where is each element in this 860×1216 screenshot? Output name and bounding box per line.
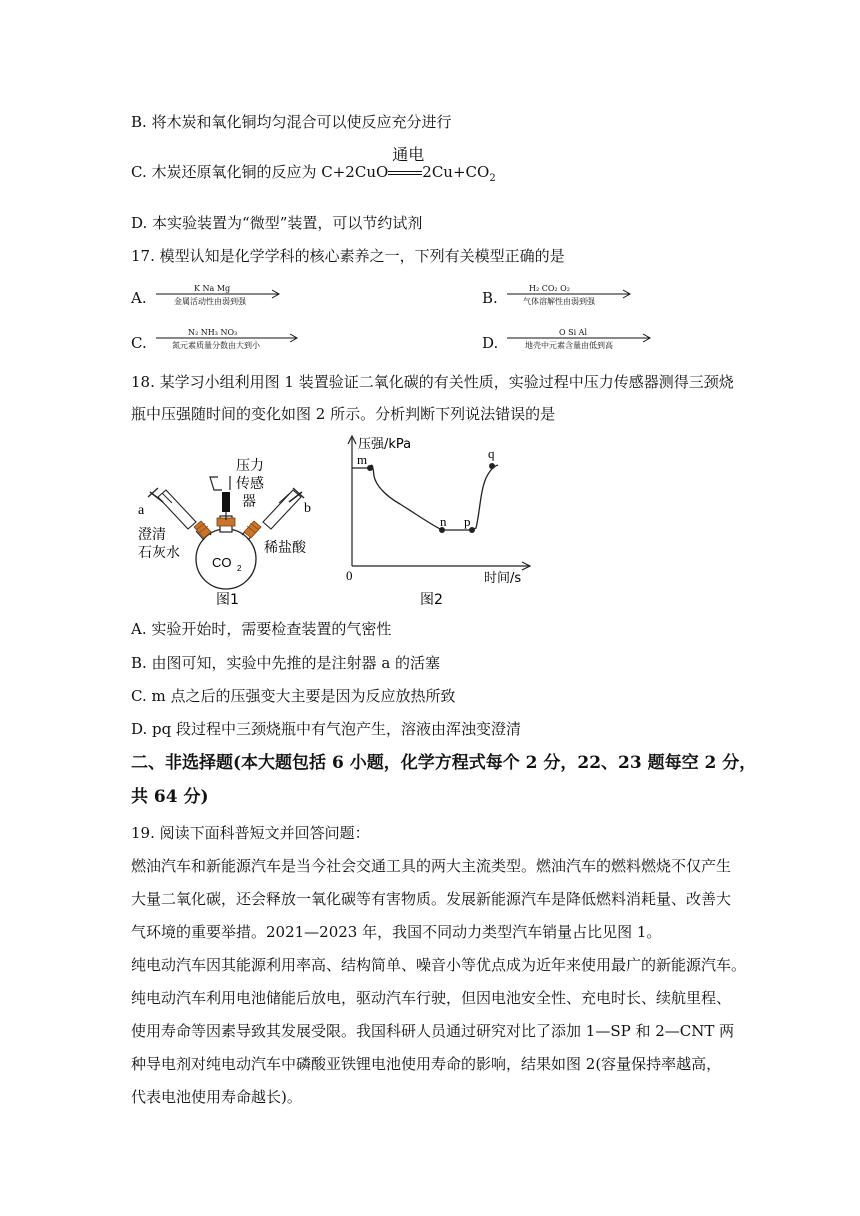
q17-option-d-bottom: 地壳中元素含量由低到高 bbox=[525, 341, 613, 350]
q18-stem-line2: 瓶中压强随时间的变化如图 2 所示。分析判断下列说法错误的是 bbox=[131, 405, 556, 423]
q17-option-a-top: K Na Mg bbox=[194, 284, 231, 293]
co2-label: CO bbox=[212, 555, 232, 570]
q17-option-a-letter: A. bbox=[131, 289, 147, 307]
label-p: p bbox=[464, 514, 471, 529]
pressure-curve bbox=[352, 465, 498, 530]
label-n: n bbox=[440, 514, 447, 529]
q17-option-c-letter: C. bbox=[131, 334, 147, 352]
pressure-sensor bbox=[222, 492, 230, 512]
syringe-b bbox=[263, 488, 304, 529]
section2-heading-line1: 二、非选择题(本大题包括 6 小题，化学方程式每个 2 分，22、23 题每空 2 分， bbox=[131, 753, 757, 773]
q16-option-c-sub: 2 bbox=[489, 173, 496, 184]
q17-option-d-model bbox=[507, 328, 655, 352]
q18-option-d: D. pq 段过程中三颈烧瓶中有气泡产生，溶液由浑浊变澄清 bbox=[131, 720, 522, 738]
point-m bbox=[367, 465, 373, 471]
sensor-label-3: 器 bbox=[242, 494, 256, 510]
q17-option-c-model bbox=[156, 328, 302, 352]
sensor-label-1: 压力 bbox=[236, 458, 264, 474]
figure1-apparatus bbox=[138, 432, 368, 612]
label-q: q bbox=[488, 446, 495, 461]
q19-p2-line5: 代表电池使用寿命越长)。 bbox=[131, 1088, 302, 1106]
q17-option-d-letter: D. bbox=[482, 334, 499, 352]
q17-option-d-top: O Si Al bbox=[559, 328, 588, 337]
rubber-stopper-right bbox=[244, 521, 261, 538]
label-b: b bbox=[304, 501, 311, 516]
sensor-label-2: 传感 bbox=[236, 476, 264, 492]
y-axis-label: 压强/kPa bbox=[358, 437, 412, 452]
co2-sub: 2 bbox=[237, 564, 242, 573]
q17-option-b-letter: B. bbox=[482, 289, 498, 307]
q19-p1-line2: 大量二氧化碳，还会释放一氧化碳等有害物质。发展新能源汽车是降低燃料消耗量、改善大 bbox=[131, 890, 732, 908]
label-m: m bbox=[357, 452, 368, 467]
hcl-label: 稀盐酸 bbox=[264, 540, 306, 556]
q19-p2-line2: 纯电动汽车利用电池储能后放电，驱动汽车行驶，但因电池安全性、充电时长、续航里程、 bbox=[131, 989, 732, 1007]
q19-stem: 19. 阅读下面科普短文并回答问题： bbox=[131, 824, 370, 842]
q16-option-c-text: C. 木炭还原氧化铜的反应为 C+2CuO bbox=[131, 163, 389, 181]
figure2-caption: 图2 bbox=[420, 592, 443, 608]
q17-stem: 17. 模型认知是化学学科的核心素养之一，下列有关模型正确的是 bbox=[131, 247, 565, 265]
lime-water-label-2: 石灰水 bbox=[138, 545, 180, 561]
q18-option-c: C. m 点之后的压强变大主要是因为反应放热所致 bbox=[131, 687, 456, 705]
lime-water-label-1: 澄清 bbox=[138, 527, 166, 543]
label-a: a bbox=[138, 503, 145, 518]
q18-option-b: B. 由图可知，实验中先推的是注射器 a 的活塞 bbox=[131, 654, 441, 672]
q17-option-b-top: H₂ CO₂ O₂ bbox=[529, 284, 570, 293]
point-q bbox=[489, 463, 495, 469]
figure2-pressure-chart bbox=[340, 432, 540, 612]
reaction-condition bbox=[388, 145, 425, 182]
section2-heading-line2: 共 64 分) bbox=[131, 787, 209, 807]
x-axis-label: 时间/s bbox=[484, 571, 522, 586]
q16-option-b: B. 将木炭和氧化铜均匀混合可以使反应充分进行 bbox=[131, 113, 452, 131]
syringe-a bbox=[148, 488, 196, 529]
q19-p2-line3: 使用寿命等因素导致其发展受限。我国科研人员通过研究对比了添加 1—SP 和 2—CNT 两 bbox=[131, 1022, 735, 1040]
q19-p1-line3: 气环境的重要举措。2021—2023 年，我国不同动力类型汽车销量占比见图 1。 bbox=[131, 923, 662, 941]
q16-option-c bbox=[131, 145, 496, 189]
q18-stem-line1: 18. 某学习小组利用图 1 装置验证二氧化碳的有关性质，实验过程中压力传感器测得三颈烧 bbox=[131, 373, 734, 391]
figure1-caption: 图1 bbox=[216, 592, 239, 608]
reaction-condition-label: 通电 bbox=[392, 145, 425, 164]
q16-option-d: D. 本实验装置为“微型”装置，可以节约试剂 bbox=[131, 214, 423, 232]
q17-option-a-model bbox=[156, 284, 284, 308]
q17-option-b-bottom: 气体溶解性由弱到强 bbox=[523, 297, 595, 306]
origin-label: 0 bbox=[346, 568, 353, 583]
q17-option-c-top: N₂ NH₃ NO₃ bbox=[188, 328, 238, 337]
q16-option-c-product: 2Cu+CO bbox=[422, 163, 490, 181]
q17-option-c-bottom: 氮元素质量分数由大到小 bbox=[172, 341, 260, 350]
q18-option-a: A. 实验开始时，需要检查装置的气密性 bbox=[131, 620, 392, 638]
q19-p2-line4: 种导电剂对纯电动汽车中磷酸亚铁锂电池使用寿命的影响，结果如图 2(容量保持率越高， bbox=[131, 1055, 722, 1073]
q17-option-b-model bbox=[507, 284, 635, 308]
q17-option-a-bottom: 金属活动性由弱到强 bbox=[174, 297, 246, 306]
q19-p2-line1: 纯电动汽车因其能源利用率高、结构简单、噪音小等优点成为近年来使用最广的新能源汽车。 bbox=[131, 956, 747, 974]
q19-p1-line1: 燃油汽车和新能源汽车是当今社会交通工具的两大主流类型。燃油汽车的燃料燃烧不仅产生 bbox=[131, 857, 732, 875]
